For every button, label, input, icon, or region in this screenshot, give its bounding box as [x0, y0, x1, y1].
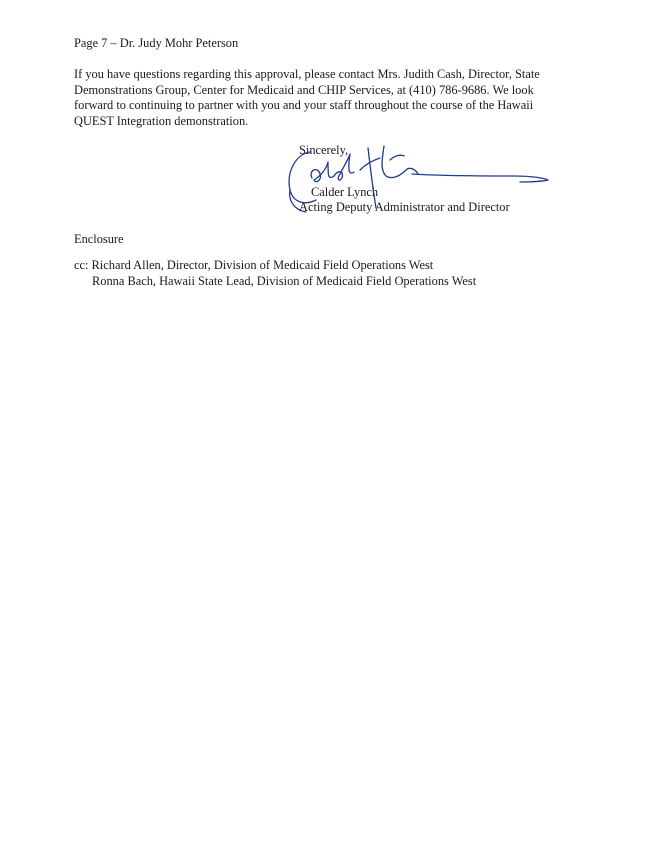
enclosure-label: Enclosure	[74, 232, 124, 246]
closing-salutation: Sincerely,	[299, 143, 349, 157]
page-header: Page 7 – Dr. Judy Mohr Peterson	[74, 36, 239, 50]
cc-line: Ronna Bach, Hawaii State Lead, Division of Medicaid Field Operations West	[92, 273, 477, 288]
signer-title: Acting Deputy Administrator and Director	[299, 200, 510, 214]
cc-line: cc: Richard Allen, Director, Division of Medicaid Field Operations West	[74, 258, 434, 272]
body-line: Demonstrations Group, Center for Medicaid and CHIP Services, at (410) 786-9686. We look	[74, 82, 534, 97]
body-line: QUEST Integration demonstration.	[74, 113, 249, 128]
body-line: forward to continuing to partner with you and your staff throughout the course of the Hawaii	[74, 98, 534, 112]
body-line: If you have questions regarding this approval, please contact Mrs. Judith Cash, Director, State	[74, 67, 540, 81]
signer-name: Calder Lynch	[311, 185, 379, 199]
cc-list	[74, 258, 476, 289]
body-paragraph	[74, 67, 574, 129]
handwritten-signature	[282, 140, 557, 215]
